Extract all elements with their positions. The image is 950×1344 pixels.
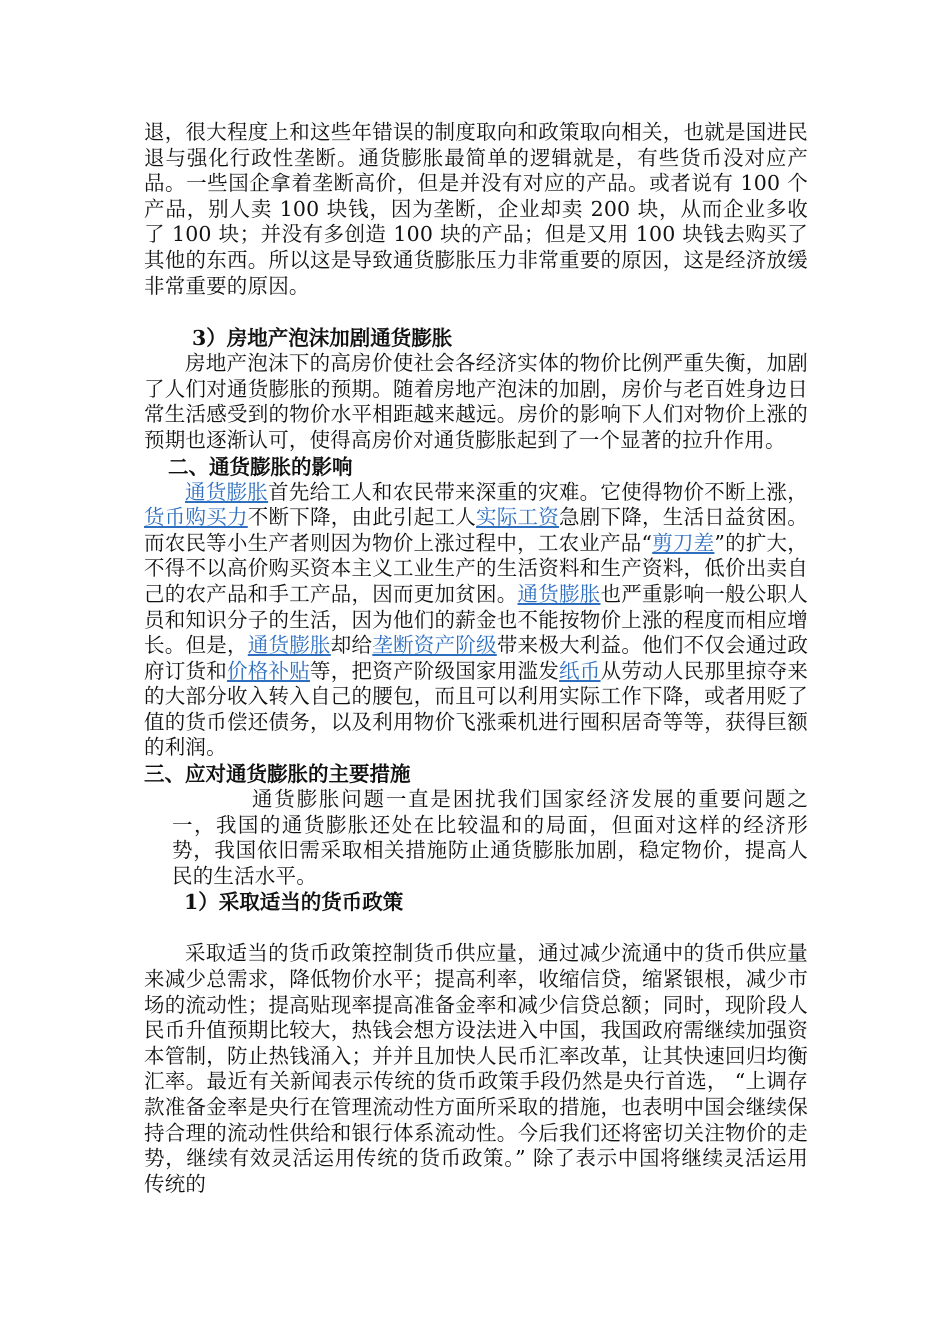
paragraph-housing-bubble: 房地产泡沫下的高房价使社会各经济实体的物价比例严重失衡，加剧了人们对通货膨胀的预期。随着房地产泡沫的加剧，房价与老百姓身边日常生活感受到的物价水平相距越来越远。房价的影响下人们对物价上涨的预期也逐渐认可，使得高房价对通货膨胀起到了一个显著的拉升作用。 bbox=[144, 351, 808, 452]
link-purchasing-power[interactable]: 货币购买力 bbox=[144, 505, 248, 530]
heading-countermeasures: 三、应对通货膨胀的主要措施 bbox=[144, 762, 411, 787]
paragraph-monetary-policy: 采取适当的货币政策控制货币供应量，通过减少流通中的货币供应量来减少总需求，降低物价水平；提高利率，收缩信贷，缩紧银根，减少市场的流动性；提高贴现率提高准备金率和减少信贷总额；同时，现阶段人民币升值预期比较大，热钱会想方设法进入中国，我国政府需继续加强资本管制，防止热钱涌入；并并且加快人民币汇率改革，让其快速回归均衡汇率。最近有关新闻表示传统的货币政策手段仍然是央行首选， “上调存款准备金率是央行在管理流动性方面所采取的措施，也表明中国会继续保持合理的流动性供给和银行体系流动性。今后我们还将密切关注物价的走势，继续有效灵活运用传统的货币政策。” 除了表示中国将继续灵活运用传统的 bbox=[144, 941, 808, 1196]
spacer bbox=[144, 299, 808, 325]
text-run: 从劳动人民那里掠夺来的大部分收入转入自己的腰包，而且可以利用实际工作下降，或者用贬了值的货币偿还债务，以及利用物价飞涨乘机进行囤积居奇等等，获得巨额的利润。 bbox=[144, 658, 809, 760]
link-scissors-gap[interactable]: 剪刀差 bbox=[652, 530, 715, 555]
text-run: 急剧下降，生活日益贫困。而农民等小生产者则因为物价上涨过程中，工农业产品“ bbox=[144, 505, 809, 555]
text-run: 首先给工人和农民带来深重的灾难。它使得物价不断上涨， bbox=[268, 479, 808, 504]
text-run: 等，把资产阶级国家用滥发 bbox=[310, 658, 560, 683]
spacer bbox=[144, 915, 808, 941]
link-paper-money[interactable]: 纸币 bbox=[559, 658, 601, 683]
paragraph-state-monopoly: 退，很大程度上和这些年错误的制度取向和政策取向相关，也就是国进民退与强化行政性垄断。通货膨胀最简单的逻辑就是，有些货币没对应产品。一些国企拿着垄断高价，但是并没有对应的产品。或者说有 100 个产品，别人卖 100 块钱，因为垄断，企业却卖 200 块，从而企业多收了 100 块；并没有多创造 100 块的产品；但是又用 100 块钱去购买了其他的东西。所以这是导致通货膨胀压力非常重要的原因，这是经济放缓非常重要的原因。 bbox=[144, 120, 808, 298]
heading-housing-bubble: 3）房地产泡沫加剧通货膨胀 bbox=[192, 326, 453, 351]
link-monopoly-bourgeoisie[interactable]: 垄断资产阶级 bbox=[372, 633, 497, 658]
heading-inflation-impact: 二、通货膨胀的影响 bbox=[168, 454, 353, 479]
text-run: 也严重影响一般公职人员和知识分子的生活，因为他们的薪金也不能按物价上涨的程度而相应增长。但是， bbox=[144, 581, 808, 658]
paragraph-countermeasures-intro: 通货膨胀问题一直是困扰我们国家经济发展的重要问题之一，我国的通货膨胀还处在比较温和的局面，但面对这样的经济形势，我国依旧需采取相关措施防止通货膨胀加剧，稳定物价，提高人民的生活水平。 bbox=[172, 787, 808, 888]
text-run: 带来极大利益。他们不仅会通过政府订货和 bbox=[144, 633, 809, 683]
link-inflation[interactable]: 通货膨胀 bbox=[517, 581, 601, 606]
text-run: ”的扩大，不得不以高价购买资本主义工业生产的生活资料和生产资料，低价出卖自己的农产品和手工产品，因而更加贫困。 bbox=[144, 530, 808, 606]
countermeasures-intro-block bbox=[144, 787, 808, 889]
link-inflation[interactable]: 通货膨胀 bbox=[185, 479, 269, 504]
link-real-wage[interactable]: 实际工资 bbox=[476, 505, 560, 530]
text-run: 不断下降，由此引起工人 bbox=[247, 505, 477, 530]
link-price-subsidy[interactable]: 价格补贴 bbox=[227, 658, 311, 683]
paragraph-inflation-impact bbox=[144, 480, 808, 762]
heading-monetary-policy: 1）采取适当的货币政策 bbox=[184, 890, 404, 915]
link-inflation[interactable]: 通货膨胀 bbox=[247, 633, 331, 658]
document-page bbox=[144, 120, 808, 1197]
text-run: 却给 bbox=[330, 633, 373, 658]
